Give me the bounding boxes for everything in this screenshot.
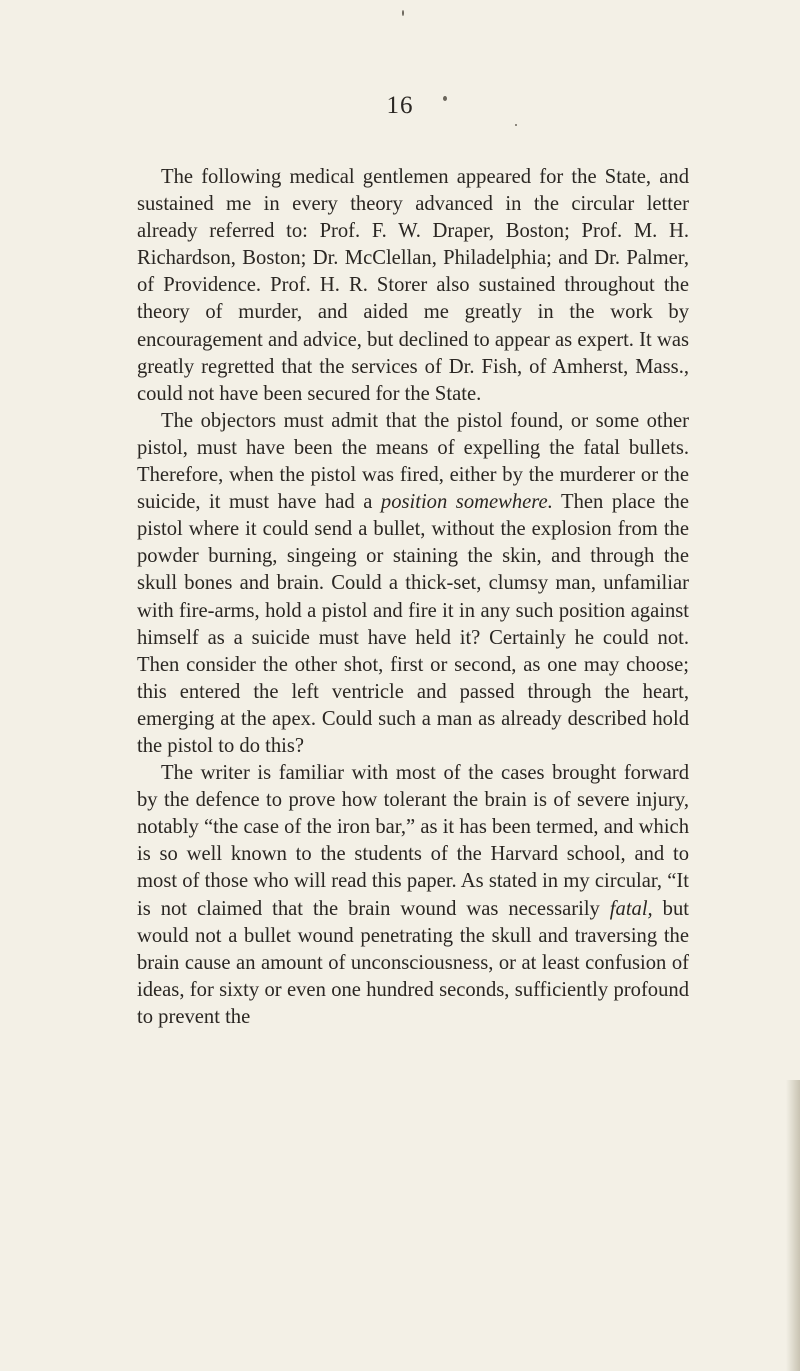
paragraph-3-italic: fatal,: [609, 897, 653, 920]
paragraph-3-text-a: The writer is familiar with most of the cases brought forward by the defence to prove how tolerant the brain is of severe injury, notably “the case of the iron bar,” as it has been termed, and which is so well known to the students of the Harvard school, and to most of those who will read this paper. As stated in my circular, “It is not claimed that the brain wound was necessarily: [137, 762, 689, 920]
paper-speck: [402, 10, 404, 16]
paragraph-2-text-b: Then place the pistol where it could send a bullet, without the explosion from the powder burning, singeing or staining the skin, and through the skull bones and brain. Could a thick-set, clumsy man, unfamiliar with fire-arms, hold a pistol and fire it in any such position against himself as a suicide must have held it? Certainly he could not. Then consider the other shot, first or second, as one may choose; this entered the left ventricle and passed through the heart, emerging at the apex. Could such a man as already described hold the pistol to do this?: [137, 491, 689, 757]
paragraph-3: [137, 760, 689, 1031]
paper-speck: [443, 96, 447, 101]
paragraph-2-text-a: The objectors must admit that the pistol found, or some other pistol, must have been the means of expelling the fatal bullets. Therefore, when the pistol was fired, either by the murderer or the suicide, it must have had a: [137, 409, 689, 514]
body-text: [137, 164, 689, 1031]
paper-speck: [515, 124, 517, 126]
paragraph-1: [137, 164, 689, 408]
paragraph-3-text-b: but would not a bullet wound penetrating the skull and traversing the brain cause an amount of unconsciousness, or at least confusion of ideas, for sixty or even one hundred seconds, sufficiently profound to prevent the: [137, 897, 689, 1028]
paragraph-1-text: The following medical gentlemen appeared for the State, and sustained me in every theory advanced in the circular letter already referred to: Prof. F. W. Draper, Boston; Prof. M. H. Richardson, Boston; Dr. McClellan, Philadelphia; and Dr. Palmer, of Providence. Prof. H. R. Storer also sustained throughout the theory of murder, and aided me greatly in the work by encouragement and advice, but declined to appear as expert. It was greatly regretted that the services of Dr. Fish, of Amherst, Mass., could not have been secured for the State.: [137, 166, 689, 405]
paragraph-2-italic: position somewhere.: [380, 491, 553, 514]
page-number: 16: [386, 92, 414, 119]
paragraph-2: [137, 408, 689, 760]
page-edge-shadow: [786, 1080, 800, 1371]
